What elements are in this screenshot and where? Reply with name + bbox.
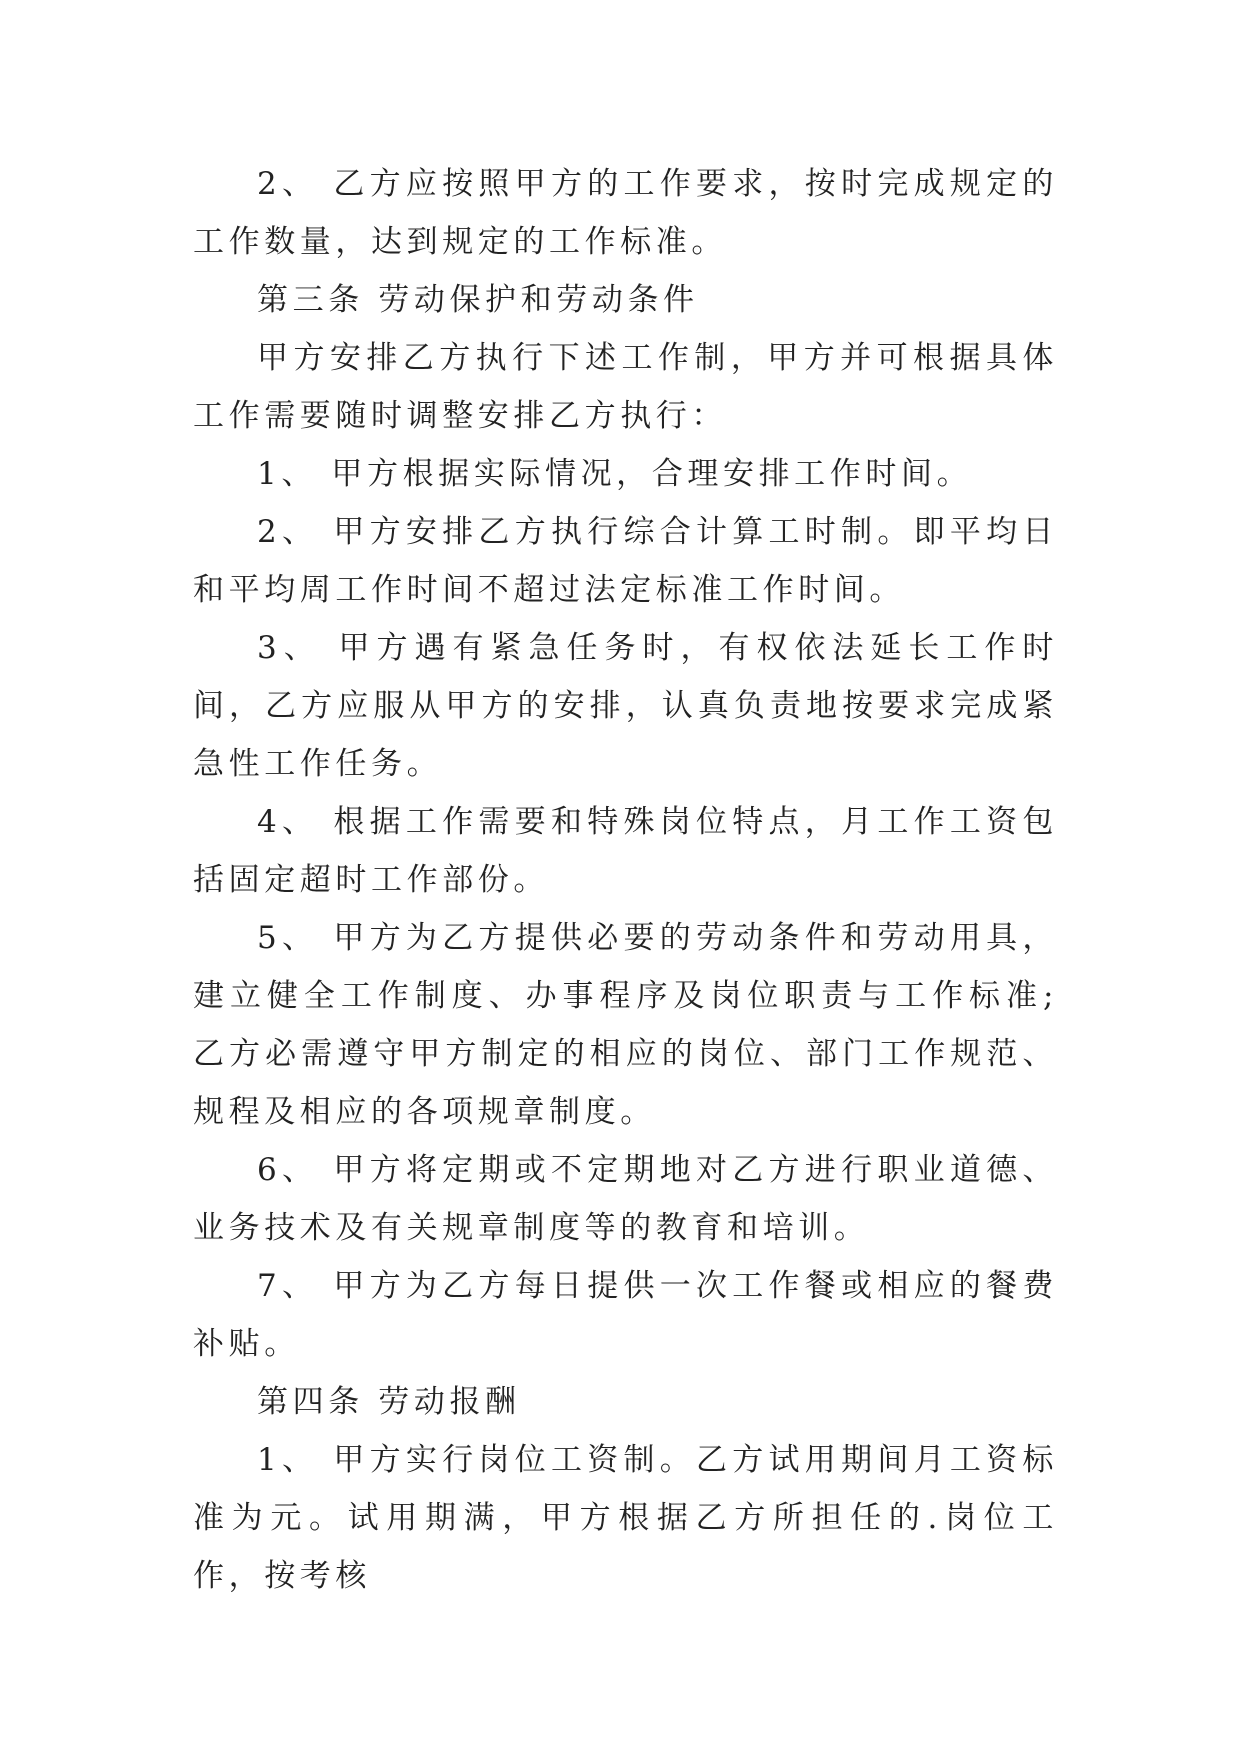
clause-paragraph: 5、 甲方为乙方提供必要的劳动条件和劳动用具，建立健全工作制度、办事程序及岗位职责与工作标准;乙方必需遵守甲方制定的相应的岗位、部门工作规范、规程及相应的各项规章制度。 — [193, 920, 1058, 1130]
clause-paragraph: 4、 根据工作需要和特殊岗位特点，月工作工资包括固定超时工作部份。 — [193, 804, 1058, 898]
clause-paragraph: 1、 甲方实行岗位工资制。乙方试用期间月工资标准为元。试用期满，甲方根据乙方所担任的.岗位工作，按考核 — [193, 1442, 1058, 1594]
article-heading: 第四条 劳动报酬 — [257, 1384, 521, 1420]
clause-paragraph: 3、 甲方遇有紧急任务时，有权依法延长工作时间，乙方应服从甲方的安排，认真负责地按要求完成紧急性工作任务。 — [193, 630, 1058, 782]
clause-paragraph: 甲方安排乙方执行下述工作制，甲方并可根据具体工作需要随时调整安排乙方执行： — [193, 340, 1058, 434]
clause-paragraph: 6、 甲方将定期或不定期地对乙方进行职业道德、业务技术及有关规章制度等的教育和培训。 — [193, 1152, 1058, 1246]
document-body — [193, 155, 1058, 1605]
clause-paragraph: 7、 甲方为乙方每日提供一次工作餐或相应的餐费补贴。 — [193, 1268, 1058, 1362]
clause-paragraph: 2、 甲方安排乙方执行综合计算工时制。即平均日和平均周工作时间不超过法定标准工作时间。 — [193, 514, 1058, 608]
article-heading: 第三条 劳动保护和劳动条件 — [257, 282, 699, 318]
clause-paragraph: 1、 甲方根据实际情况，合理安排工作时间。 — [257, 456, 973, 492]
clause-paragraph: 2、 乙方应按照甲方的工作要求，按时完成规定的工作数量，达到规定的工作标准。 — [193, 166, 1058, 260]
